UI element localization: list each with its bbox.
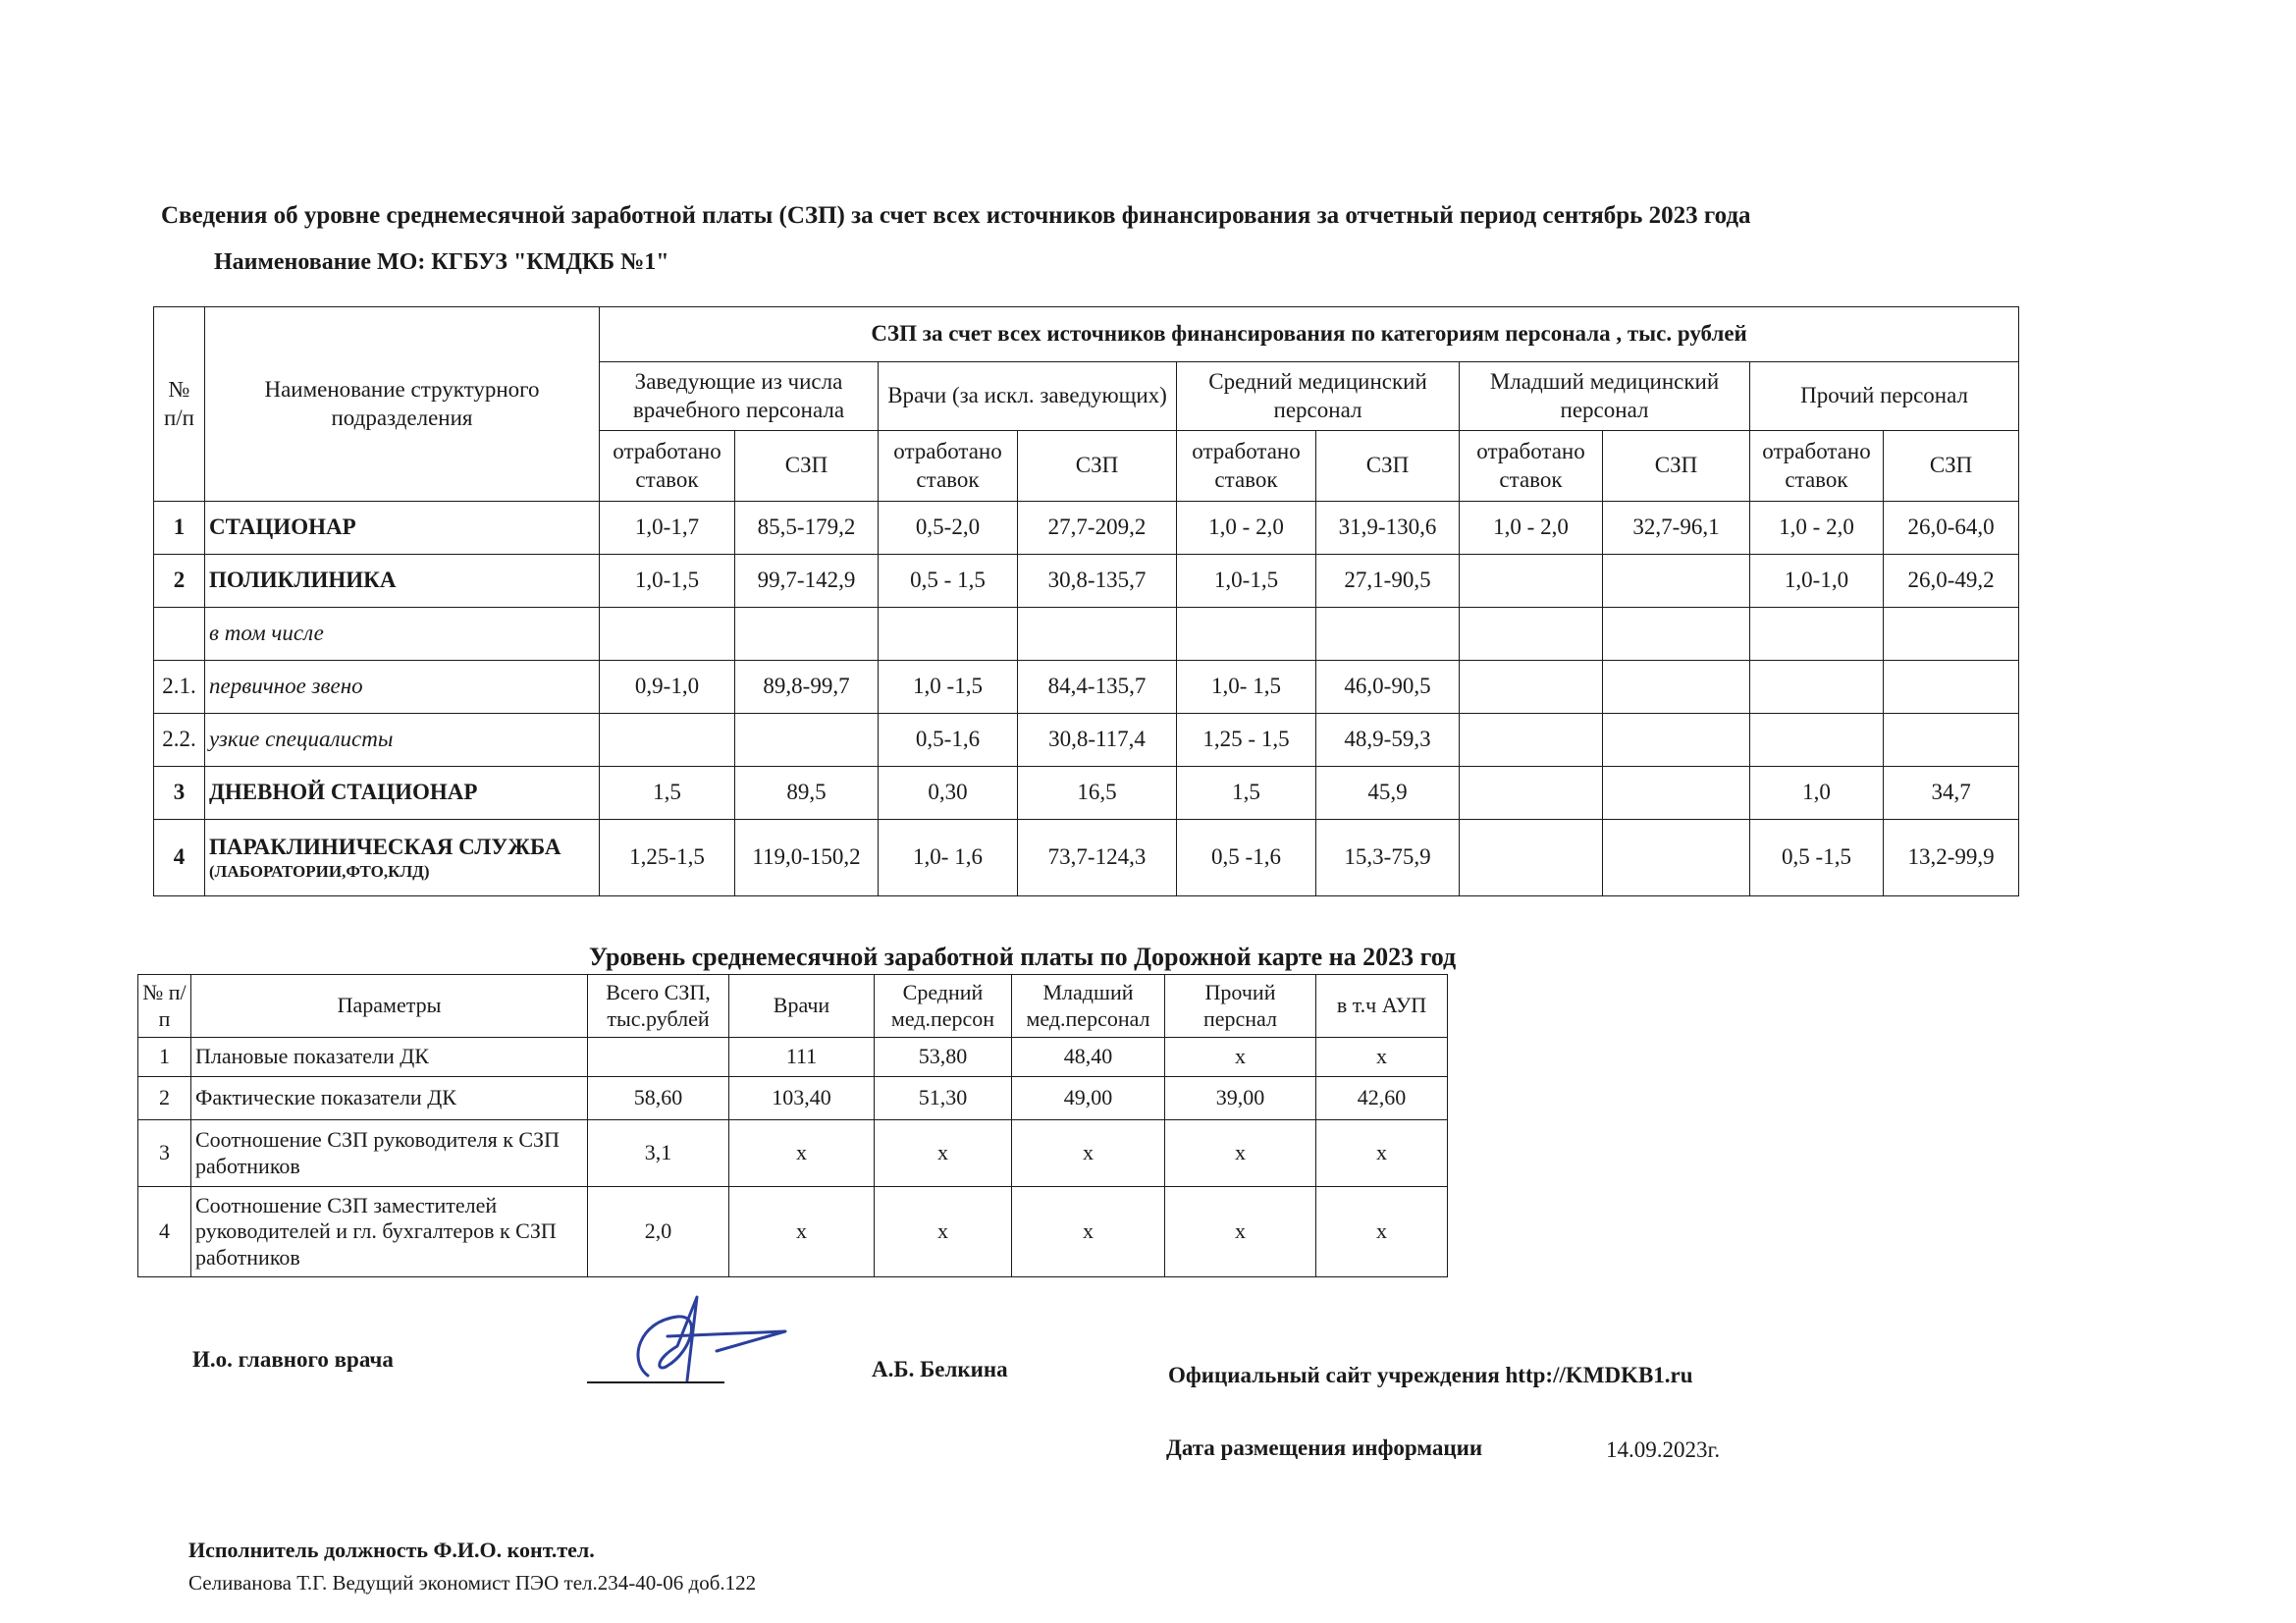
cell: 1,0 - 2,0: [1177, 502, 1316, 555]
cell: 1,0 - 2,0: [1750, 502, 1884, 555]
header-group: СЗП за счет всех источников финансирования по категориям персонала , тыс. рублей: [600, 307, 2019, 362]
executor-value: Селиванова Т.Г. Ведущий экономист ПЭО тел.234-40-06 доб.122: [188, 1571, 757, 1595]
header-sub-szp: СЗП: [1603, 431, 1750, 502]
table-row: [154, 555, 2019, 608]
table-row: [154, 661, 2019, 714]
cell: 1,5: [1177, 767, 1316, 820]
cell: х: [1165, 1038, 1316, 1077]
cell: Соотношение СЗП руководителя к СЗП работников: [191, 1120, 588, 1187]
row-num: 1: [154, 502, 205, 555]
cell: 4: [138, 1187, 191, 1277]
cell: 49,00: [1012, 1077, 1165, 1120]
table-row: [138, 1038, 1448, 1077]
signature-mark: [609, 1292, 795, 1390]
cell: 1,0- 1,5: [1177, 661, 1316, 714]
roadmap-table: [137, 974, 1448, 1277]
cell: [1603, 555, 1750, 608]
cell: [735, 714, 879, 767]
document-title: Сведения об уровне среднемесячной заработной платы (СЗП) за счет всех источников финансирования за отчетный период сентябрь 2023 года: [161, 202, 1751, 229]
cell: [1603, 608, 1750, 661]
cell: 84,4-135,7: [1018, 661, 1177, 714]
row-num: 2.1.: [154, 661, 205, 714]
table-row: [138, 1077, 1448, 1120]
cell: 31,9-130,6: [1316, 502, 1460, 555]
cell: [1316, 608, 1460, 661]
cell: [1460, 555, 1603, 608]
cell: 0,5-1,6: [879, 714, 1018, 767]
cell: 53,80: [875, 1038, 1012, 1077]
cell: 26,0-49,2: [1884, 555, 2019, 608]
header-cat-heads: Заведующие из числа врачебного персонала: [600, 362, 879, 431]
cell: 1,0-1,0: [1750, 555, 1884, 608]
row-name: [205, 820, 600, 896]
cell: 99,7-142,9: [735, 555, 879, 608]
cell: [1603, 661, 1750, 714]
row-name: ДНЕВНОЙ СТАЦИОНАР: [205, 767, 600, 820]
cell: [1884, 608, 2019, 661]
cell: 1,25 - 1,5: [1177, 714, 1316, 767]
table-row: [138, 1120, 1448, 1187]
cell: 89,5: [735, 767, 879, 820]
cell: [1018, 608, 1177, 661]
cell: 119,0-150,2: [735, 820, 879, 896]
header-cell: Средний мед.персон: [875, 975, 1012, 1038]
cell: [1884, 714, 2019, 767]
cell: х: [1316, 1120, 1448, 1187]
cell: 1,0-1,5: [1177, 555, 1316, 608]
cell: [1460, 714, 1603, 767]
cell: 111: [729, 1038, 875, 1077]
cell: 3,1: [588, 1120, 729, 1187]
cell: 2,0: [588, 1187, 729, 1277]
cell: [1603, 820, 1750, 896]
cell: 0,9-1,0: [600, 661, 735, 714]
cell: 39,00: [1165, 1077, 1316, 1120]
cell: 26,0-64,0: [1884, 502, 2019, 555]
cell: Фактические показатели ДК: [191, 1077, 588, 1120]
cell: 1,0-1,5: [600, 555, 735, 608]
cell: 34,7: [1884, 767, 2019, 820]
table-row: [154, 820, 2019, 896]
section-title: Уровень среднемесячной заработной платы по Дорожной карте на 2023 год: [589, 943, 1457, 971]
header-cell: Всего СЗП, тыс.рублей: [588, 975, 729, 1038]
cell: 45,9: [1316, 767, 1460, 820]
cell: [1603, 767, 1750, 820]
row-num: 2: [154, 555, 205, 608]
row-name-sub: (ЛАБОРАТОРИИ,ФТО,КЛД): [209, 862, 430, 882]
header-sub-szp: СЗП: [1018, 431, 1177, 502]
cell: [600, 714, 735, 767]
date-value: 14.09.2023г.: [1606, 1437, 1721, 1462]
cell: 58,60: [588, 1077, 729, 1120]
cell: [1460, 661, 1603, 714]
cell: [1460, 608, 1603, 661]
row-num: 3: [154, 767, 205, 820]
cell: [1750, 608, 1884, 661]
row-num: 2.2.: [154, 714, 205, 767]
cell: 30,8-135,7: [1018, 555, 1177, 608]
header-cell: в т.ч АУП: [1316, 975, 1448, 1038]
cell: х: [1165, 1120, 1316, 1187]
cell: 27,7-209,2: [1018, 502, 1177, 555]
signer-title: И.о. главного врача: [192, 1347, 394, 1372]
cell: 16,5: [1018, 767, 1177, 820]
cell: х: [729, 1120, 875, 1187]
cell: х: [875, 1187, 1012, 1277]
date-label: Дата размещения информации: [1166, 1435, 1483, 1460]
cell: 1,5: [600, 767, 735, 820]
cell: [1177, 608, 1316, 661]
cell: 85,5-179,2: [735, 502, 879, 555]
header-sub-stavok: отработано ставок: [1460, 431, 1603, 502]
header-sub-szp: СЗП: [735, 431, 879, 502]
cell: 27,1-90,5: [1316, 555, 1460, 608]
header-sub-szp: СЗП: [1316, 431, 1460, 502]
header-sub-stavok: отработано ставок: [1177, 431, 1316, 502]
cell: 1,0- 1,6: [879, 820, 1018, 896]
cell: 73,7-124,3: [1018, 820, 1177, 896]
cell: 15,3-75,9: [1316, 820, 1460, 896]
cell: 1,0: [1750, 767, 1884, 820]
cell: [1884, 661, 2019, 714]
table-row: [138, 1187, 1448, 1277]
table-row: [154, 714, 2019, 767]
cell: [588, 1038, 729, 1077]
cell: 46,0-90,5: [1316, 661, 1460, 714]
cell: [1603, 714, 1750, 767]
cell: Плановые показатели ДК: [191, 1038, 588, 1077]
cell: 32,7-96,1: [1603, 502, 1750, 555]
signature-line: [587, 1381, 724, 1383]
cell: 0,5 - 1,5: [879, 555, 1018, 608]
row-name: первичное звено: [205, 661, 600, 714]
cell: 3: [138, 1120, 191, 1187]
cell: х: [875, 1120, 1012, 1187]
table-row: [154, 502, 2019, 555]
header-sub-stavok: отработано ставок: [1750, 431, 1884, 502]
cell: 30,8-117,4: [1018, 714, 1177, 767]
header-num: № п/п: [154, 307, 205, 502]
cell: 42,60: [1316, 1077, 1448, 1120]
cell: х: [1316, 1038, 1448, 1077]
cell: 1,25-1,5: [600, 820, 735, 896]
header-cell: Параметры: [191, 975, 588, 1038]
cell: 1,0-1,7: [600, 502, 735, 555]
cell: 48,40: [1012, 1038, 1165, 1077]
cell: 1,0 - 2,0: [1460, 502, 1603, 555]
cell: 51,30: [875, 1077, 1012, 1120]
official-site: Официальный сайт учреждения http://KMDKB1.ru: [1168, 1363, 1693, 1387]
executor-label: Исполнитель должность Ф.И.О. конт.тел.: [188, 1538, 595, 1562]
table-row: [154, 608, 2019, 661]
header-cat-junior: Младший медицинский персонал: [1460, 362, 1750, 431]
header-cell: Врачи: [729, 975, 875, 1038]
cell: [600, 608, 735, 661]
cell: х: [1316, 1187, 1448, 1277]
signer-name: А.Б. Белкина: [872, 1357, 1008, 1381]
salary-table: [153, 306, 2019, 896]
cell: 89,8-99,7: [735, 661, 879, 714]
header-cat-doctors: Врачи (за искл. заведующих): [879, 362, 1177, 431]
organization-name: Наименование МО: КГБУЗ "КМДКБ №1": [214, 249, 669, 275]
cell: х: [1012, 1120, 1165, 1187]
cell: 1: [138, 1038, 191, 1077]
cell: [735, 608, 879, 661]
cell: [1750, 661, 1884, 714]
row-name: узкие специалисты: [205, 714, 600, 767]
header-cell: Прочий перснал: [1165, 975, 1316, 1038]
cell: 0,5-2,0: [879, 502, 1018, 555]
cell: [1460, 767, 1603, 820]
cell: х: [1012, 1187, 1165, 1277]
row-num: 4: [154, 820, 205, 896]
header-sub-szp: СЗП: [1884, 431, 2019, 502]
header-sub-stavok: отработано ставок: [600, 431, 735, 502]
cell: 1,0 -1,5: [879, 661, 1018, 714]
row-name: ПОЛИКЛИНИКА: [205, 555, 600, 608]
cell: 0,5 -1,5: [1750, 820, 1884, 896]
cell: [1460, 820, 1603, 896]
table-row: [154, 767, 2019, 820]
header-name: Наименование структурного подразделения: [205, 307, 600, 502]
cell: 103,40: [729, 1077, 875, 1120]
header-sub-stavok: отработано ставок: [879, 431, 1018, 502]
header-cell: № п/п: [138, 975, 191, 1038]
header-cat-other: Прочий персонал: [1750, 362, 2019, 431]
cell: 2: [138, 1077, 191, 1120]
cell: 13,2-99,9: [1884, 820, 2019, 896]
cell: Соотношение СЗП заместителей руководителей и гл. бухгалтеров к СЗП работников: [191, 1187, 588, 1277]
cell: х: [729, 1187, 875, 1277]
row-name: в том числе: [205, 608, 600, 661]
row-name: СТАЦИОНАР: [205, 502, 600, 555]
cell: х: [1165, 1187, 1316, 1277]
row-name-main: ПАРАКЛИНИЧЕСКАЯ СЛУЖБА: [209, 834, 561, 859]
cell: 0,30: [879, 767, 1018, 820]
cell: 48,9-59,3: [1316, 714, 1460, 767]
header-cat-mid: Средний медицинский персонал: [1177, 362, 1460, 431]
header-cell: Младший мед.персонал: [1012, 975, 1165, 1038]
cell: 0,5 -1,6: [1177, 820, 1316, 896]
cell: [1750, 714, 1884, 767]
cell: [879, 608, 1018, 661]
row-num: [154, 608, 205, 661]
